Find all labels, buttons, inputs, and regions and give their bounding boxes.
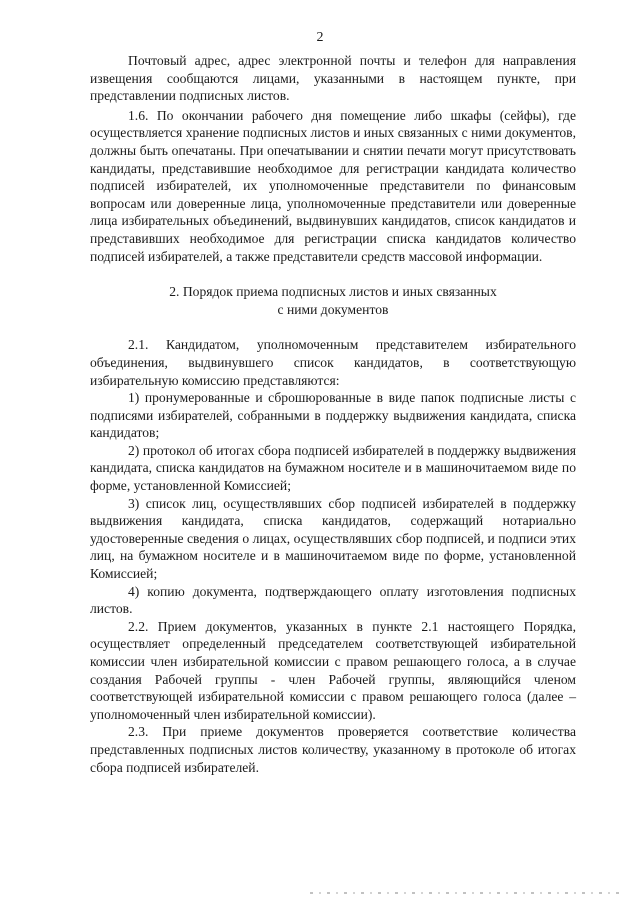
paragraph-1-6: 1.6. По окончании рабочего дня помещение либо шкафы (сейфы), где осуществляется хранение подписных листов и иных связанных с ними документов, должны быть опечатаны. При опечатывании и снятии печати могут присутствовать кандидаты, представившие необходимое для регистрации кандидата количество подписей избирателей, их уполномоченные представители по финансовым вопросам или доверенные лица, уполномоченные представители или доверенные лица избирательных объединений, выдвинувших кандидатов, список кандидатов и представивших необходимое для регистрации списка кандидатов количество подписей избирателей, а также представители средств массовой информации. bbox=[90, 107, 576, 264]
section-heading-line-1: 2. Порядок приема подписных листов и иных связанных bbox=[169, 284, 497, 300]
list-item-1: 1) пронумерованные и сброшюрованные в виде папок подписные листы с подписями избирателей, собранными в поддержку выдвижения кандидата, списка кандидатов; bbox=[90, 390, 576, 441]
paragraph-2-1: 2.1. Кандидатом, уполномоченным представителем избирательного объединения, выдвинувшего список кандидатов, в соответствующую избирательную комиссию представляются: bbox=[90, 337, 576, 388]
document-body bbox=[90, 52, 576, 776]
list-item-2: 2) протокол об итогах сбора подписей избирателей в поддержку выдвижения кандидата, списка кандидатов на бумажном носителе и в машиночитаемом виде по форме, установленной Комиссией; bbox=[90, 442, 576, 494]
paragraph-postal-address: Почтовый адрес, адрес электронной почты и телефон для направления извещения сообщаются лицами, указанными в настоящем пункте, при представлении подписных листов. bbox=[90, 53, 576, 104]
scan-artifact-line bbox=[310, 892, 620, 894]
section-heading-line-2: с ними документов bbox=[277, 301, 389, 317]
list-item-4: 4) копию документа, подтверждающего оплату изготовления подписных листов. bbox=[90, 583, 576, 617]
page-number: 2 bbox=[316, 30, 324, 45]
paragraph-2-2: 2.2. Прием документов, указанных в пункте 2.1 настоящего Порядка, осуществляет определенный председателем соответствующей избирательной комиссии член избирательной комиссии с правом решающего голоса, а в случае создания Рабочей группы - член Рабочей группы, являющийся членом соответствующей избирательной комиссии с правом решающего голоса (далее – уполномоченный член избирательной комиссии). bbox=[90, 618, 576, 722]
section-heading bbox=[90, 283, 576, 318]
paragraph-2-3: 2.3. При приеме документов проверяется соответствие количества представленных подписных листов количеству, указанному в протоколе об итогах сбора подписей избирателей. bbox=[90, 724, 576, 775]
list-item-3: 3) список лиц, осуществлявших сбор подписей избирателей в поддержку выдвижения кандидата, списка кандидатов, содержащий нотариально удостоверенные сведения о лицах, осуществлявших сбор подписей, и подписи этих лиц, на бумажном носителе и в машиночитаемом виде по форме, установленной Комиссией; bbox=[90, 495, 576, 582]
